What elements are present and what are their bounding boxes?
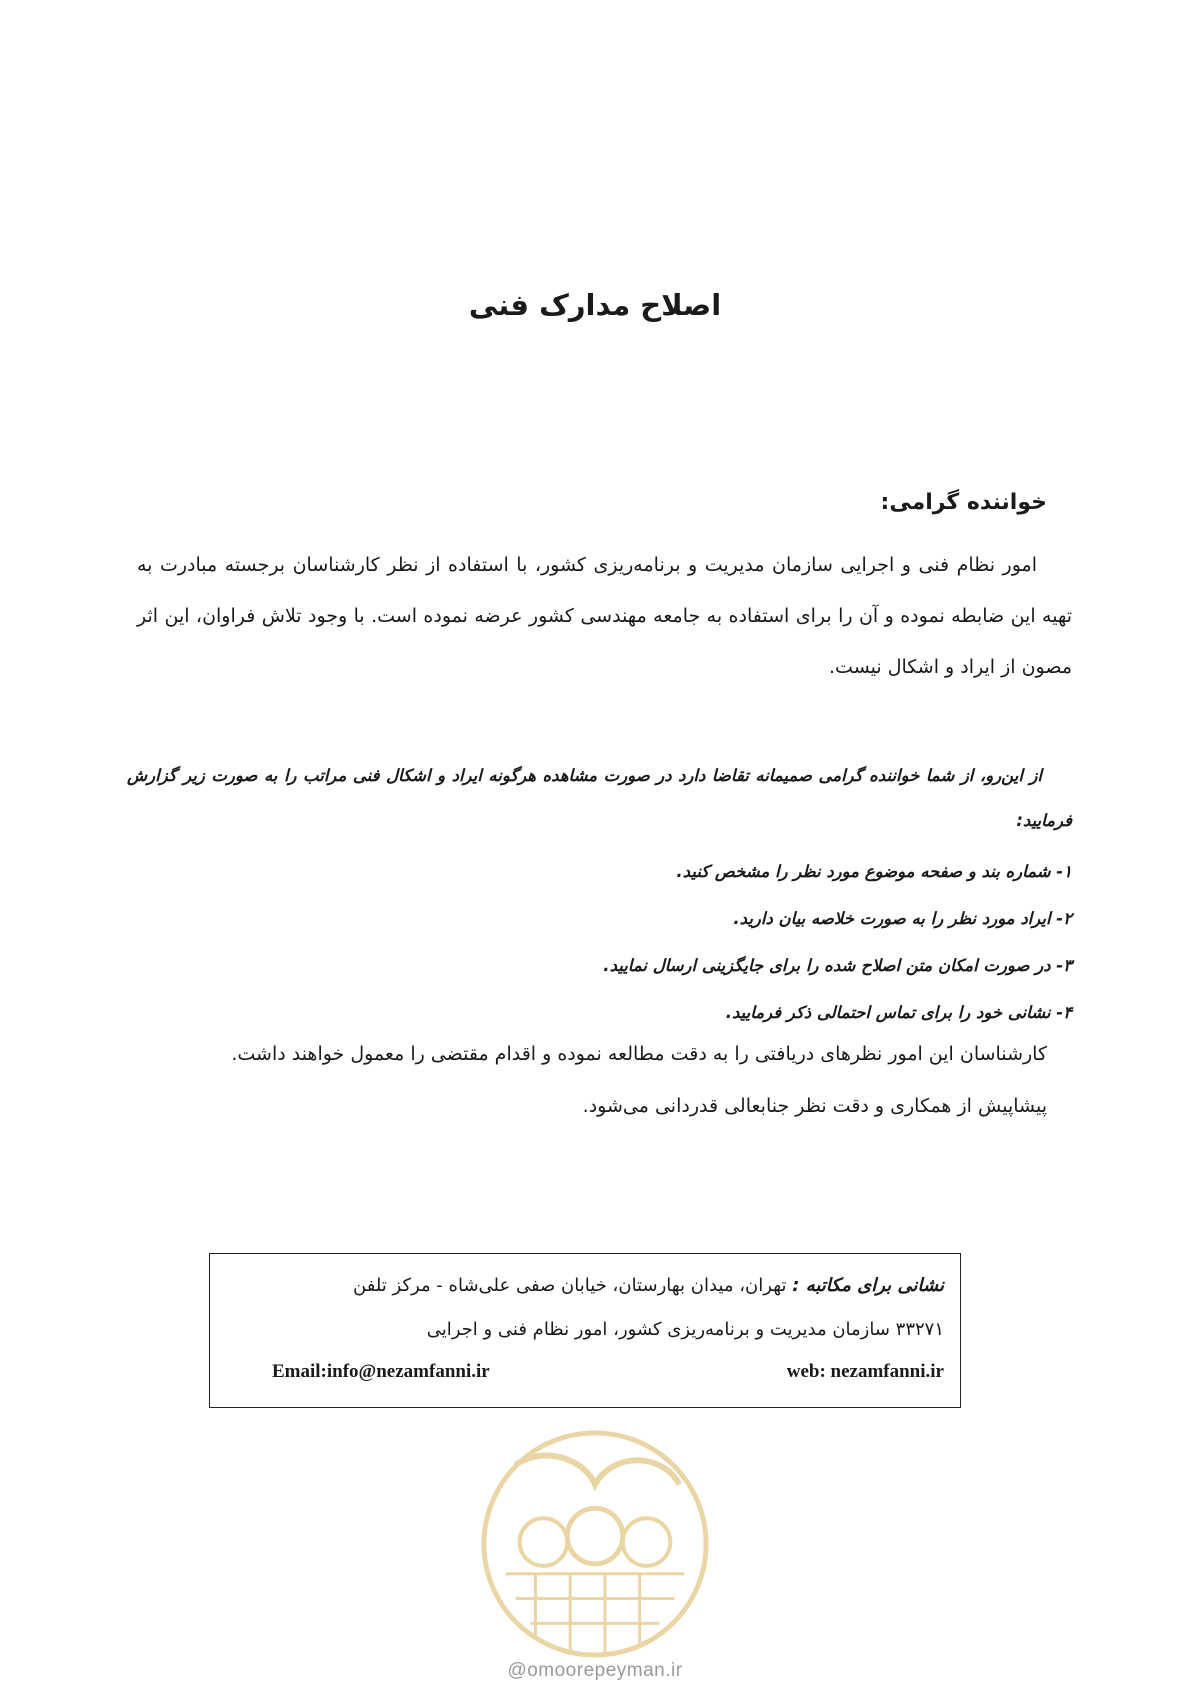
closing-text bbox=[231, 1028, 1047, 1132]
intro-paragraph: امور نظام فنی و اجرایی سازمان مدیریت و برنامه‌ریزی کشور، با استفاده از نظر کارشناسان برجسته مبادرت به تهیه این ضابطه نموده و آن را برای استفاده به جامعه مهندسی کشور عرضه نموده است. با وجود تلاش فراوان، این اثر مصون از ایراد و اشکال نیست. bbox=[137, 554, 1072, 678]
web-link[interactable]: web: nezamfanni.ir bbox=[786, 1361, 944, 1382]
instruction-item: ۳- در صورت امکان متن اصلاح شده را برای جایگزینی ارسال نمایید. bbox=[603, 956, 1072, 975]
instruction-item: ۲- ایراد مورد نظر را به صورت خلاصه بیان دارید. bbox=[733, 909, 1072, 928]
correspondence-address-box bbox=[209, 1253, 961, 1408]
greeting-heading: خواننده گرامی: bbox=[880, 490, 1047, 515]
watermark-url: @omoorepeyman.ir bbox=[507, 1660, 683, 1681]
page-title: اصلاح مدارک فنی bbox=[468, 288, 722, 322]
closing-line: کارشناسان این امور نظرهای دریافتی را به دقت مطالعه نموده و اقدام مقتضی را معمول خواهند داشت. bbox=[231, 1043, 1047, 1065]
address-label: نشانی برای مکاتبه : bbox=[792, 1275, 944, 1296]
address-line bbox=[226, 1264, 944, 1308]
contact-row bbox=[226, 1352, 944, 1392]
instruction-list bbox=[603, 848, 1072, 1036]
watermark-logo-icon bbox=[476, 1425, 714, 1663]
address-line-2: ۳۳۲۷۱ سازمان مدیریت و برنامه‌ریزی کشور، امور نظام فنی و اجرایی bbox=[426, 1319, 944, 1340]
instruction-item: ۱- شماره بند و صفحه موضوع مورد نظر را مشخص کنید. bbox=[676, 862, 1072, 881]
email-link[interactable]: Email:info@nezamfanni.ir bbox=[272, 1361, 490, 1382]
request-paragraph: از این‌رو، از شما خواننده گرامی صمیمانه تقاضا دارد در صورت مشاهده هرگونه ایراد و اشکال فنی مراتب را به صورت زیر گزارش فرمایید: bbox=[127, 766, 1072, 830]
instruction-item: ۴- نشانی خود را برای تماس احتمالی ذکر فرمایید. bbox=[725, 1003, 1072, 1022]
closing-line: پیشاپیش از همکاری و دقت نظر جنابعالی قدردانی می‌شود. bbox=[582, 1095, 1047, 1117]
address-text: تهران، میدان بهارستان، خیابان صفی علی‌شاه - مرکز تلفن bbox=[353, 1275, 793, 1296]
